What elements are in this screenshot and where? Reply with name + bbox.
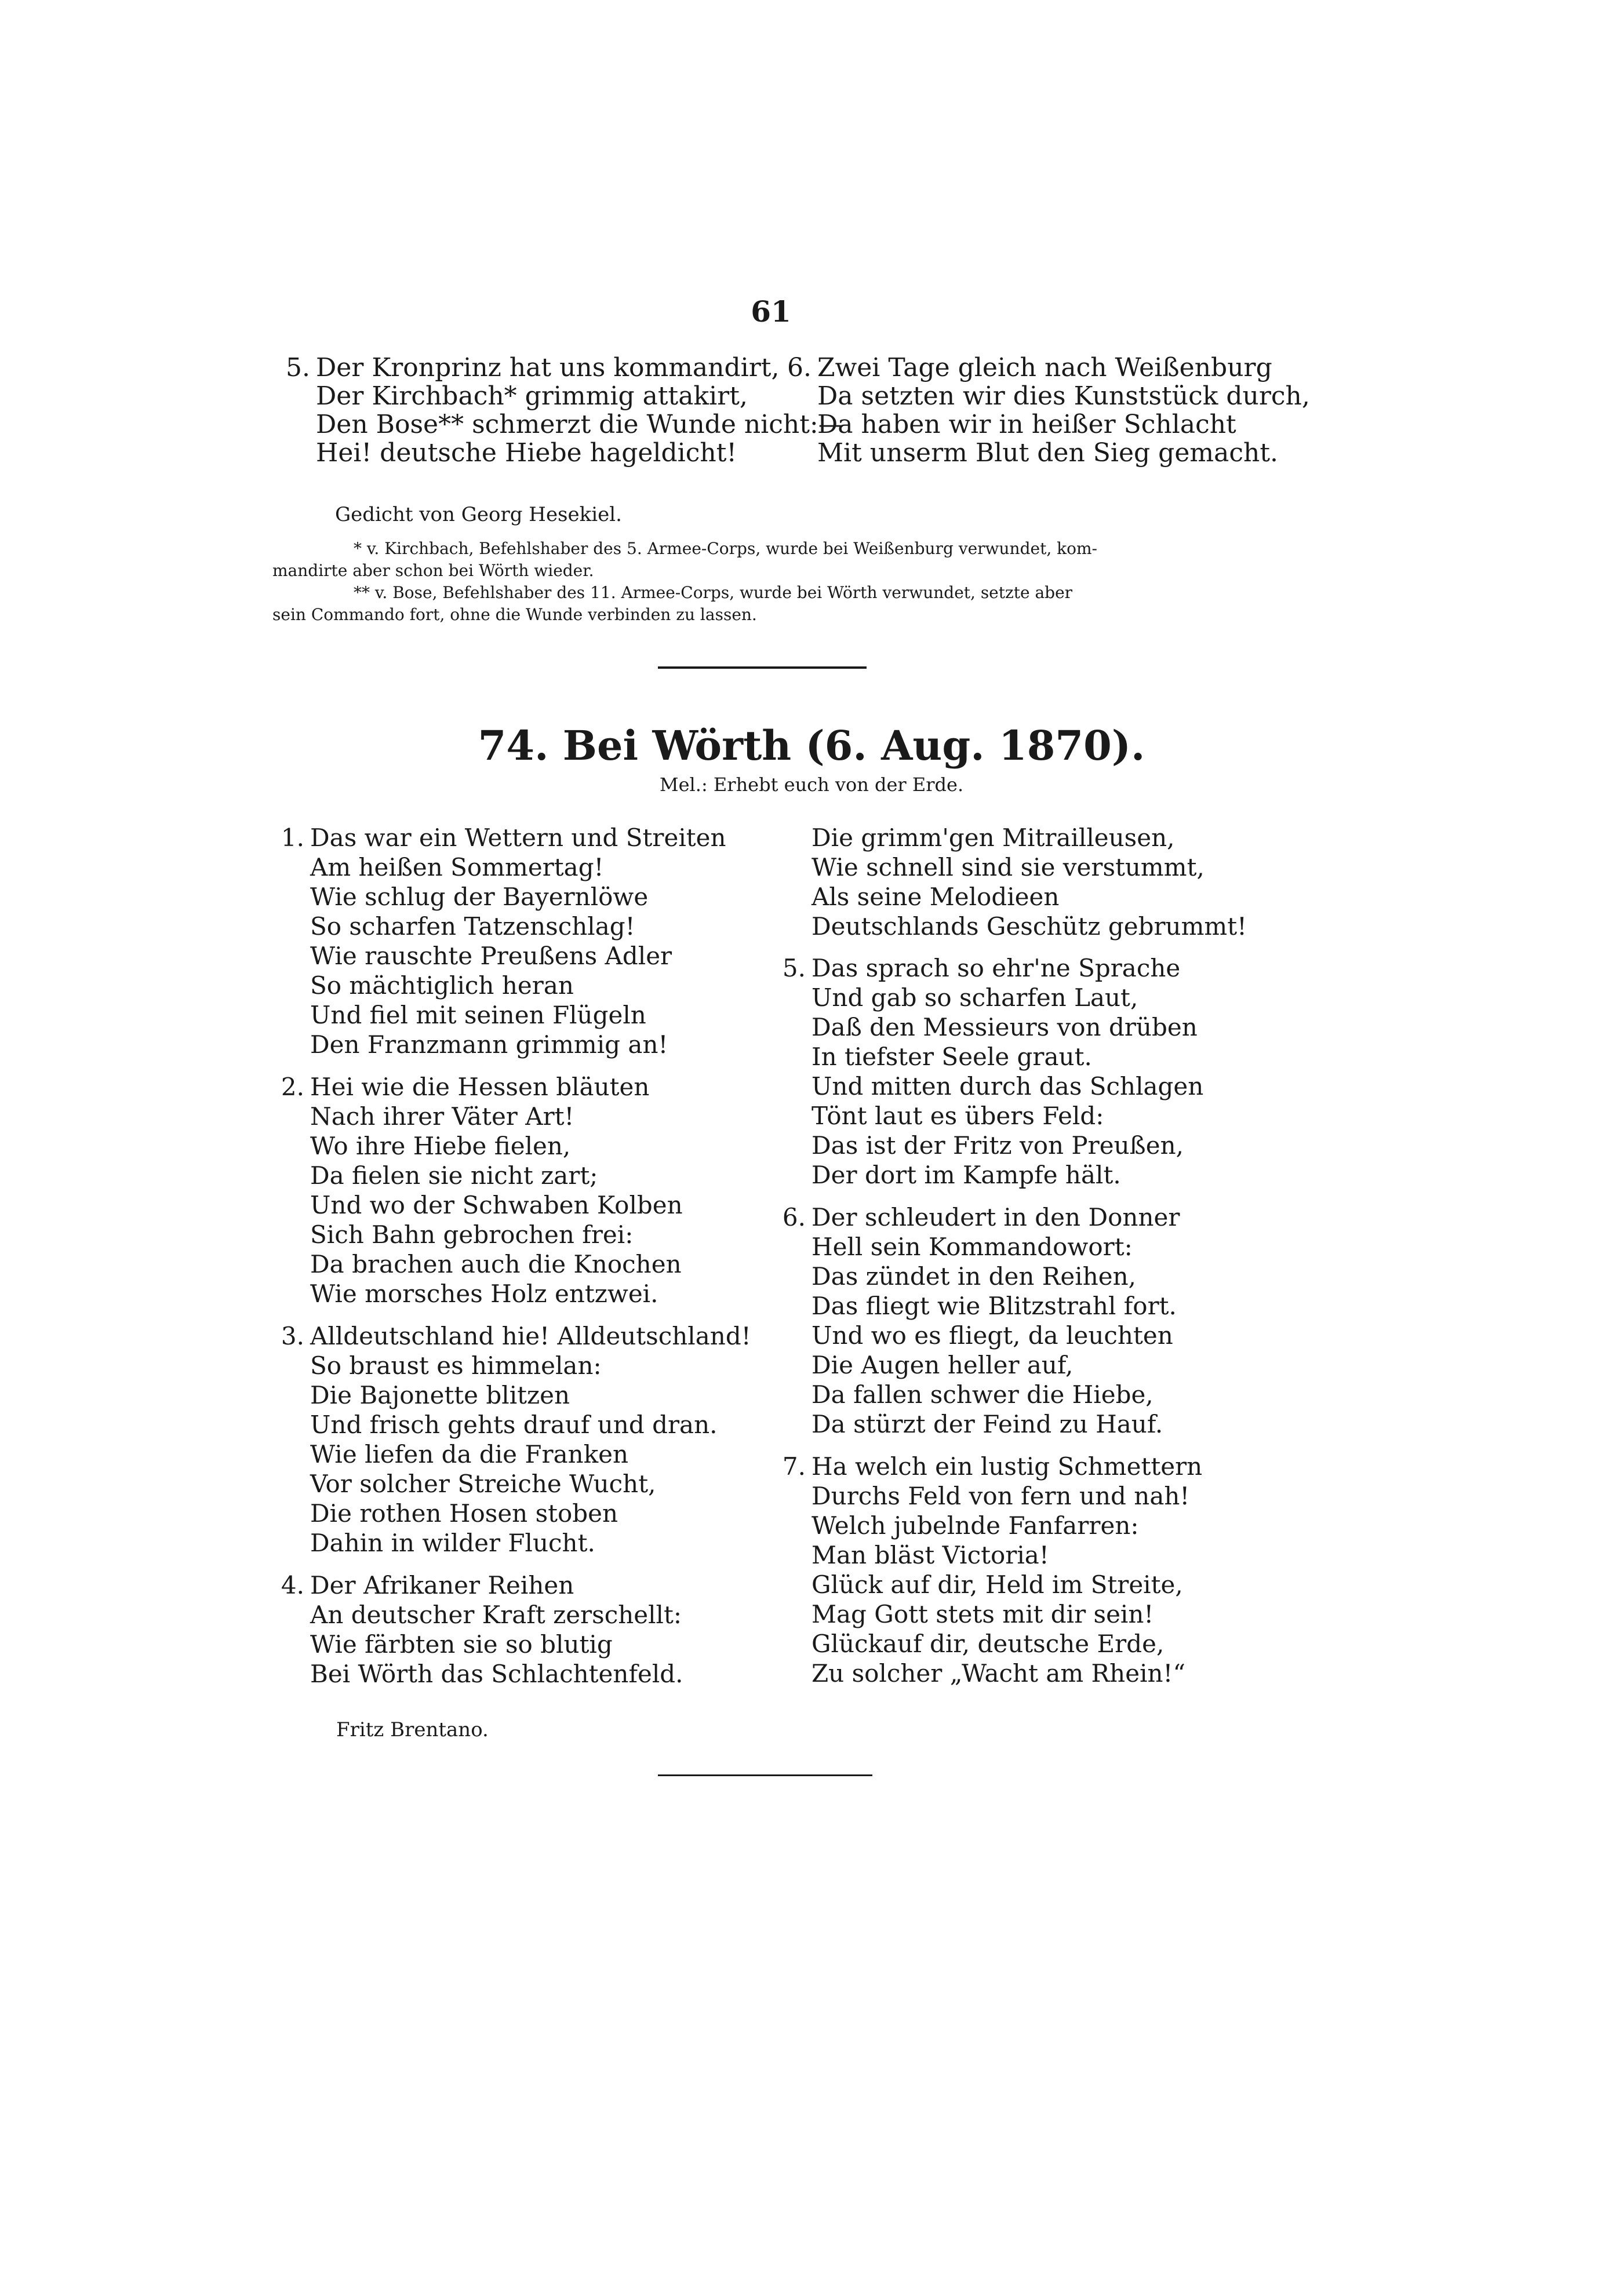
stanza-line: Das fliegt wie Blitzstrahl fort.: [812, 1292, 1177, 1320]
stanza-line: Den Franzmann grimmig an!: [310, 1030, 668, 1059]
stanza-line: Das sprach so ehr'ne Sprache: [812, 954, 1181, 982]
footnote-line: sein Commando fort, ohne die Wunde verbinden zu lassen.: [272, 605, 757, 624]
stanza-line: Der Kirchbach* grimmig attakirt,: [316, 381, 748, 411]
stanza-line: Am heißen Sommertag!: [310, 853, 604, 881]
stanza-line: Das zündet in den Reihen,: [812, 1262, 1137, 1291]
stanza-number: 4.: [281, 1571, 304, 1599]
stanza-line: Wie morsches Holz entzwei.: [310, 1280, 658, 1308]
stanza-line: Bei Wörth das Schlachtenfeld.: [310, 1660, 683, 1688]
stanza-line: Wie liefen da die Franken: [310, 1440, 629, 1468]
footnote-line: ** v. Bose, Befehlshaber des 11. Armee-Corps, wurde bei Wörth verwundet, setzte aber: [354, 583, 1073, 602]
stanza-number: 2.: [281, 1073, 304, 1101]
stanza-line: Da brachen auch die Knochen: [310, 1250, 682, 1278]
stanza-line: Wie rauschte Preußens Adler: [310, 942, 672, 970]
stanza-line: Wie färbten sie so blutig: [310, 1630, 613, 1659]
stanza-4-continued: [812, 823, 1247, 941]
stanza-line: Sich Bahn gebrochen frei:: [310, 1220, 634, 1249]
stanza-line: Und fiel mit seinen Flügeln: [310, 1001, 646, 1029]
poem-title: 74. Bei Wörth (6. Aug. 1870).: [478, 721, 1145, 770]
stanza-line: Der schleudert in den Donner: [812, 1203, 1180, 1231]
poem-credit: Fritz Brentano.: [336, 1718, 489, 1741]
stanza-line: Die grimm'gen Mitrailleusen,: [812, 823, 1175, 852]
top-stanza-5: [286, 353, 844, 468]
stanza-number: 6.: [782, 1203, 806, 1231]
stanza-line: Da fielen sie nicht zart;: [310, 1161, 598, 1190]
top-stanza-6: [787, 353, 1310, 468]
stanza-5: [782, 953, 1204, 1190]
stanza-line: Mit unserm Blut den Sieg gemacht.: [817, 438, 1278, 468]
stanza-line: Da setzten wir dies Kunststück durch,: [817, 381, 1310, 411]
stanza-line: Glückauf dir, deutsche Erde,: [812, 1630, 1165, 1658]
stanza-number: 1.: [281, 823, 304, 852]
stanza-line: Man bläst Victoria!: [812, 1541, 1049, 1569]
stanza-line: Da fallen schwer die Hiebe,: [812, 1380, 1153, 1409]
stanza-line: Wie schlug der Bayernlöwe: [310, 883, 649, 911]
stanza-line: Und wo es fliegt, da leuchten: [812, 1321, 1173, 1350]
stanza-line: So braust es himmelan:: [310, 1351, 602, 1380]
stanza-line: Welch jubelnde Fanfarren:: [812, 1511, 1139, 1540]
stanza-line: Tönt laut es übers Feld:: [812, 1102, 1104, 1130]
stanza-line: Hei wie die Hessen bläuten: [310, 1073, 650, 1101]
stanza-line: Zwei Tage gleich nach Weißenburg: [817, 353, 1272, 382]
stanza-line: Ha welch ein lustig Schmettern: [812, 1452, 1203, 1481]
poem-credit: Gedicht von Georg Hesekiel.: [335, 503, 622, 526]
stanza-line: Alldeutschland hie! Alldeutschland!: [310, 1322, 751, 1350]
stanza-number: 3.: [281, 1322, 304, 1350]
stanza-line: Hei! deutsche Hiebe hageldicht!: [316, 438, 737, 468]
stanza-number: 6.: [787, 353, 812, 382]
stanza-line: Da haben wir in heißer Schlacht: [817, 410, 1236, 439]
stanza-line: Mag Gott stets mit dir sein!: [812, 1600, 1154, 1628]
stanza-line: Der Kronprinz hat uns kommandirt,: [316, 353, 780, 382]
stanza-line: Die rothen Hosen stoben: [310, 1499, 618, 1528]
stanza-line: Daß den Messieurs von drüben: [812, 1013, 1198, 1041]
section-divider: [658, 666, 867, 669]
stanza-line: Den Bose** schmerzt die Wunde nicht:—: [316, 410, 844, 439]
stanza-line: Durchs Feld von fern und nah!: [812, 1482, 1190, 1510]
stanza-7: [782, 1452, 1203, 1688]
stanza-line: Und frisch gehts drauf und dran.: [310, 1411, 718, 1439]
stanza-line: Glück auf dir, Held im Streite,: [812, 1570, 1183, 1599]
stanza-line: Nach ihrer Väter Art!: [310, 1102, 574, 1131]
stanza-line: Und mitten durch das Schlagen: [812, 1072, 1204, 1100]
stanza-6: [782, 1202, 1180, 1439]
stanza-line: Der Afrikaner Reihen: [310, 1571, 574, 1599]
stanza-line: Wo ihre Hiebe fielen,: [310, 1132, 571, 1160]
footnote-line: * v. Kirchbach, Befehlshaber des 5. Armee-Corps, wurde bei Weißenburg verwundet, kom-: [354, 539, 1097, 558]
stanza-2: [281, 1072, 683, 1309]
page-number: 61: [751, 294, 791, 329]
stanza-line: In tiefster Seele graut.: [812, 1043, 1092, 1071]
stanza-line: So scharfen Tatzenschlag!: [310, 912, 635, 941]
melody-note: Mel.: Erhebt euch von der Erde.: [659, 774, 964, 796]
stanza-4: [281, 1570, 683, 1689]
stanza-line: Dahin in wilder Flucht.: [310, 1529, 595, 1557]
stanza-line: Die Augen heller auf,: [812, 1351, 1073, 1379]
stanza-number: 7.: [782, 1452, 806, 1481]
stanza-line: Wie schnell sind sie verstummt,: [812, 853, 1204, 881]
stanza-number: 5.: [286, 353, 310, 382]
stanza-number: 5.: [782, 954, 806, 982]
section-divider: [658, 1774, 872, 1776]
stanza-line: Der dort im Kampfe hält.: [812, 1161, 1121, 1189]
stanza-line: Da stürzt der Feind zu Hauf.: [812, 1410, 1163, 1438]
stanza-line: Das ist der Fritz von Preußen,: [812, 1131, 1184, 1160]
stanza-line: Vor solcher Streiche Wucht,: [310, 1470, 656, 1498]
stanza-line: An deutscher Kraft zerschellt:: [310, 1601, 682, 1629]
stanza-line: Und wo der Schwaben Kolben: [310, 1191, 683, 1219]
stanza-line: Als seine Melodieen: [812, 883, 1060, 911]
stanza-line: Die Bajonette blitzen: [310, 1381, 570, 1409]
stanza-1: [281, 823, 726, 1059]
stanza-line: So mächtiglich heran: [310, 971, 574, 1000]
footnotes: [272, 538, 1097, 626]
stanza-line: Und gab so scharfen Laut,: [812, 983, 1138, 1012]
stanza-line: Deutschlands Geschütz gebrummt!: [812, 912, 1247, 941]
stanza-3: [281, 1321, 751, 1558]
stanza-line: Das war ein Wettern und Streiten: [310, 823, 726, 852]
stanza-line: Hell sein Kommandowort:: [812, 1233, 1133, 1261]
stanza-line: Zu solcher „Wacht am Rhein!“: [812, 1659, 1185, 1688]
footnote-line: mandirte aber schon bei Wörth wieder.: [272, 561, 594, 580]
